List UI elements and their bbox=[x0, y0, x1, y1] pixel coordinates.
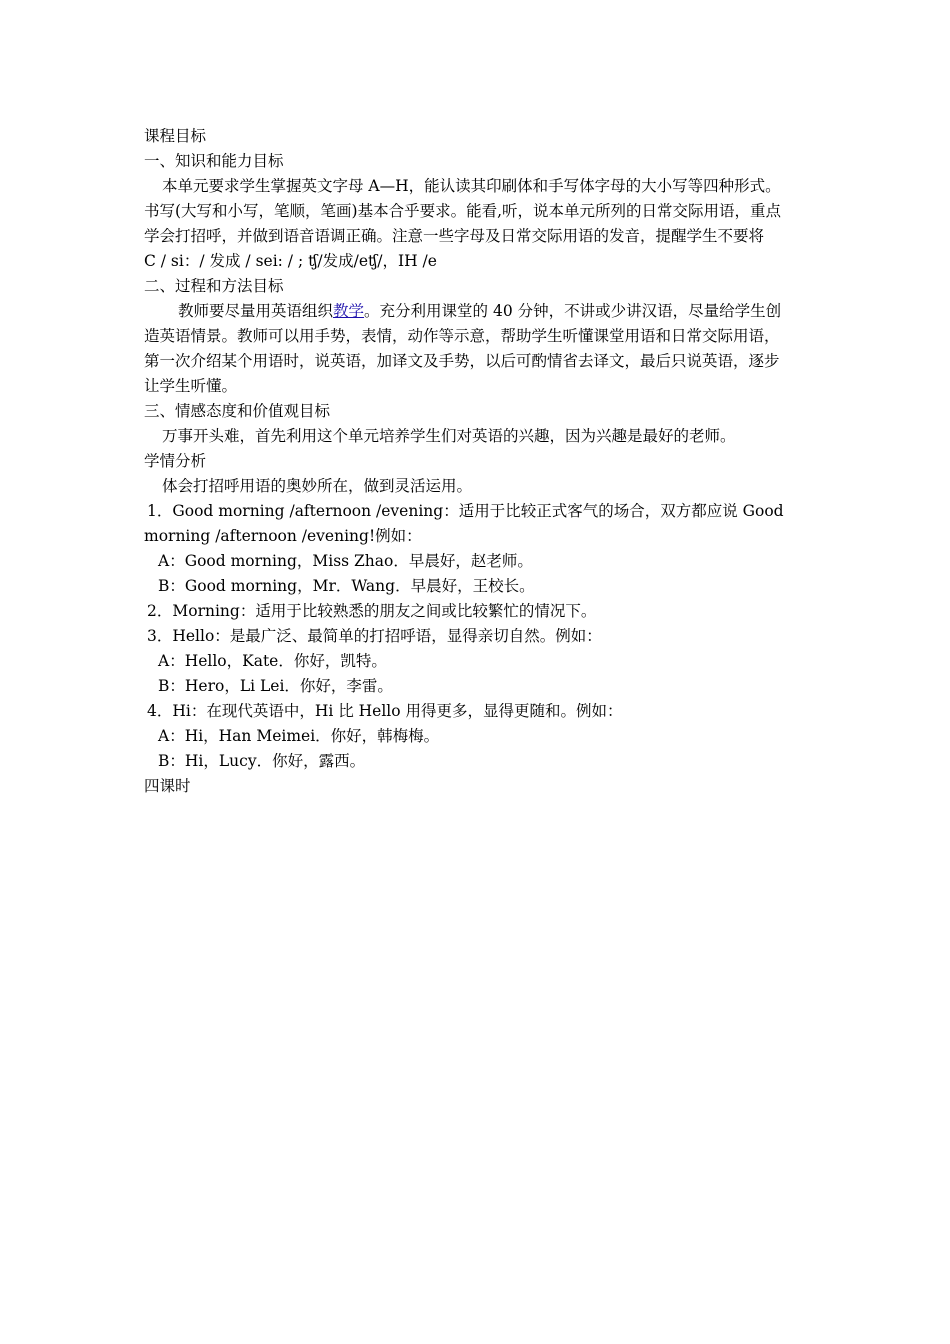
example-line: B：Hero，Li Lei．你好，李雷。 bbox=[158, 677, 393, 695]
list-item-1: 1．Good morning /afternoon /evening：适用于比较正式客气的场合，双方都应说 Good bbox=[147, 502, 784, 520]
section-2-paragraph-line bbox=[144, 299, 824, 324]
section-1-paragraph-line: C / si：/ 发成 / sei: / ; ʧ/发成/eʧ/，IH /e bbox=[144, 252, 437, 270]
section-1-paragraph-line: 本单元要求学生掌握英文字母 A—H，能认读其印刷体和手写体字母的大小写等四种形式。 bbox=[162, 177, 781, 195]
list-item-4: 4．Hi：在现代英语中，Hi 比 Hello 用得更多，显得更随和。例如： bbox=[147, 702, 623, 720]
section-1-paragraph-line: 书写(大写和小写，笔顺，笔画)基本合乎要求。能看,听，说本单元所列的日常交际用语，重点 bbox=[144, 202, 782, 220]
example-line: A：Hi，Han Meimei．你好，韩梅梅。 bbox=[158, 727, 440, 745]
analysis-heading: 学情分析 bbox=[144, 452, 207, 470]
example-line: B：Hi，Lucy．你好，露西。 bbox=[158, 752, 366, 770]
list-item-2: 2．Morning：适用于比较熟悉的朋友之间或比较繁忙的情况下。 bbox=[147, 602, 597, 620]
teaching-link[interactable]: 教学 bbox=[333, 302, 365, 320]
section-2-paragraph-line: 造英语情景。教师可以用手势，表情，动作等示意，帮助学生听懂课堂用语和日常交际用语， bbox=[144, 327, 780, 345]
document-body bbox=[144, 124, 824, 799]
list-item-3: 3．Hello：是最广泛、最简单的打招呼语，显得亲切自然。例如： bbox=[147, 627, 602, 645]
section-1-heading: 一、知识和能力目标 bbox=[144, 152, 284, 170]
section-1-paragraph-line: 学会打招呼，并做到语音语调正确。注意一些字母及日常交际用语的发音，提醒学生不要将 bbox=[144, 227, 765, 245]
doc-title: 课程目标 bbox=[144, 127, 207, 145]
analysis-intro: 体会打招呼用语的奥妙所在，做到灵活运用。 bbox=[162, 477, 473, 495]
example-line: A：Hello，Kate．你好，凯特。 bbox=[158, 652, 387, 670]
example-line: A：Good morning，Miss Zhao．早晨好，赵老师。 bbox=[158, 552, 533, 570]
section-2-paragraph-line: 第一次介绍某个用语时，说英语，加译文及手势，以后可酌情省去译文，最后只说英语，逐步 bbox=[144, 352, 780, 370]
section-2-heading: 二、过程和方法目标 bbox=[144, 277, 284, 295]
section-2-text-after-link: 。充分利用课堂的 40 分钟，不讲或少讲汉语，尽量给学生创 bbox=[364, 302, 782, 320]
list-item-1-continued: morning /afternoon /evening!例如： bbox=[144, 527, 422, 545]
example-line: B：Good morning，Mr．Wang．早晨好，王校长。 bbox=[158, 577, 535, 595]
section-3-heading: 三、情感态度和价值观目标 bbox=[144, 402, 331, 420]
footer-heading: 四课时 bbox=[144, 777, 191, 795]
section-3-paragraph-line: 万事开头难，首先利用这个单元培养学生们对英语的兴趣，因为兴趣是最好的老师。 bbox=[162, 427, 736, 445]
section-2-paragraph-line: 让学生听懂。 bbox=[144, 377, 238, 395]
section-2-text-before-link: 教师要尽量用英语组织 bbox=[178, 302, 334, 320]
